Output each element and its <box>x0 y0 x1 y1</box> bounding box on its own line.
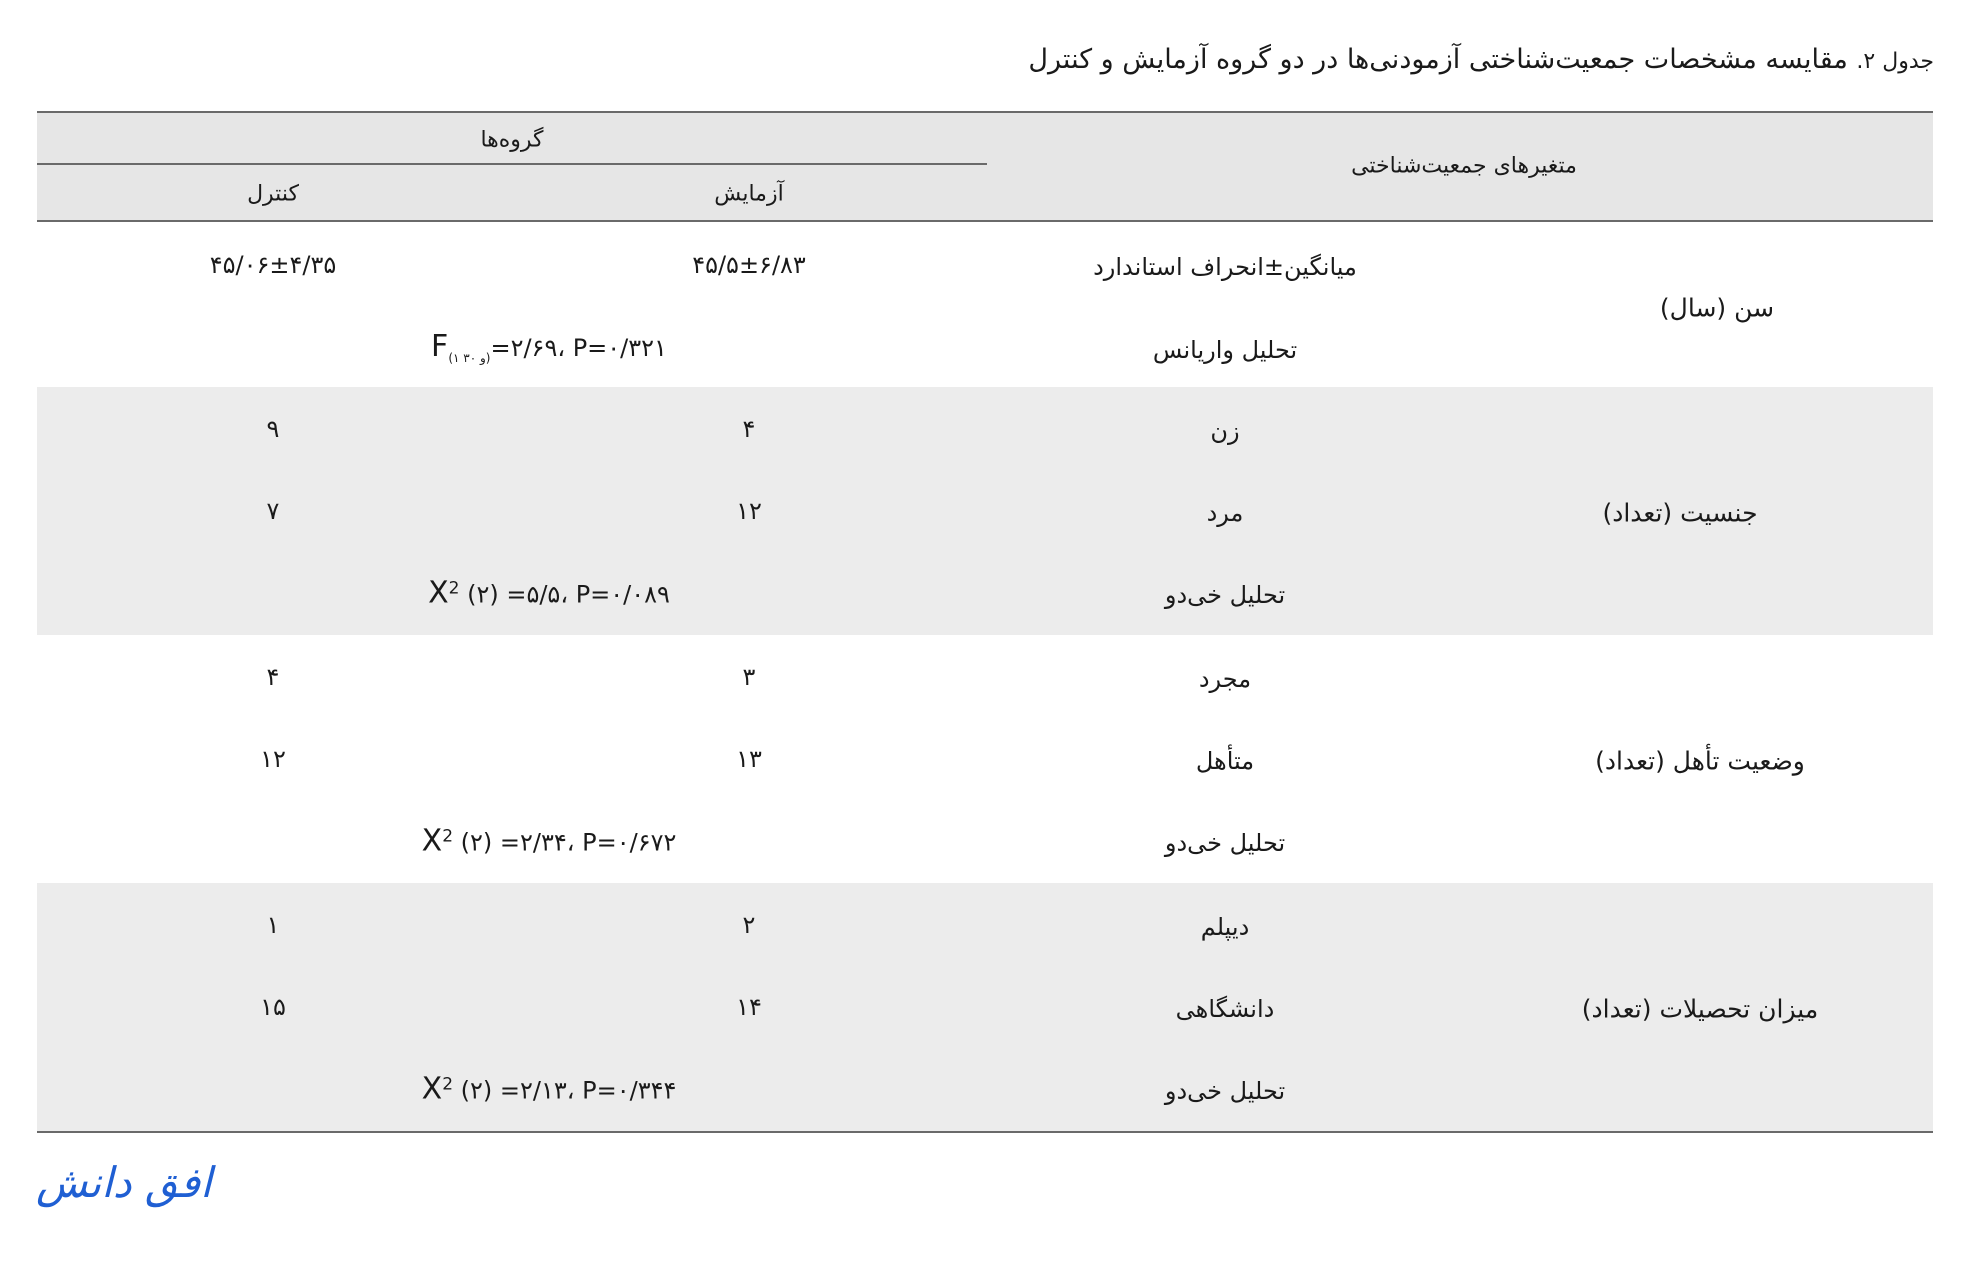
row-label: دیپلم <box>1200 913 1250 941</box>
variable-name: سن (سال) <box>1659 293 1775 323</box>
control-value: ۹ <box>266 415 280 443</box>
experiment-value: ۴۵/۵±۶/۸۳ <box>692 251 806 279</box>
test-result <box>428 576 670 611</box>
experiment-value: ۱۲ <box>736 497 762 525</box>
section-gender <box>37 387 1933 635</box>
control-value: ۷ <box>266 497 280 525</box>
test-result <box>422 824 677 859</box>
row-label: مرد <box>1206 499 1244 527</box>
row-label: میانگین±انحراف استاندارد <box>1093 253 1357 281</box>
table-caption <box>1028 44 1934 75</box>
control-value: ۱۲ <box>260 745 286 773</box>
test-sup: 2 <box>442 826 454 847</box>
test-p: ، P=۰/۰۸۹ <box>560 580 670 609</box>
variable-name: میزان تحصیلات (تعداد) <box>1581 994 1819 1024</box>
journal-logo: افق دانش <box>36 1158 212 1207</box>
control-value: ۴ <box>266 663 280 691</box>
header-groups: گروه‌ها <box>480 127 544 153</box>
test-p: ، P=۰/۳۴۴ <box>566 1076 677 1105</box>
test-symbol: X <box>428 575 449 611</box>
row-label: مجرد <box>1198 665 1252 693</box>
test-value: =۲/۳۴ <box>499 828 567 857</box>
test-label: تحلیل خی‌دو <box>1164 1077 1286 1105</box>
table-header <box>37 111 1933 222</box>
test-value: =۵/۵ <box>506 580 561 609</box>
header-control: کنترل <box>247 181 299 207</box>
test-p: ، P=۰/۳۲۱ <box>557 334 667 363</box>
experiment-value: ۱۴ <box>736 993 762 1021</box>
test-label: تحلیل خی‌دو <box>1164 829 1286 857</box>
test-df: (۲) <box>459 580 507 609</box>
control-value: ۴۵/۰۶±۴/۳۵ <box>209 251 337 279</box>
row-label: متأهل <box>1195 747 1255 775</box>
test-label: تحلیل واریانس <box>1152 336 1298 364</box>
control-value: ۱۵ <box>260 993 286 1021</box>
experiment-value: ۴ <box>742 415 756 443</box>
caption-label: جدول ۲. <box>1856 49 1934 74</box>
test-df: (۲) <box>453 828 500 857</box>
test-value: =۲/۱۳ <box>499 1076 567 1105</box>
control-value: ۱ <box>266 911 280 939</box>
header-variables: متغیرهای جمعیت‌شناختی <box>1351 153 1577 179</box>
test-result <box>422 1072 677 1107</box>
experiment-value: ۲ <box>742 911 756 939</box>
test-result <box>431 329 667 365</box>
variable-name: وضعیت تأهل (تعداد) <box>1595 746 1805 776</box>
row-label: دانشگاهی <box>1175 995 1275 1023</box>
experiment-value: ۳ <box>742 663 756 691</box>
caption-text: مقایسه مشخصات جمعیت‌شناختی آزمودنی‌ها در دو گروه آزمایش و کنترل <box>1028 44 1848 75</box>
test-symbol: X <box>421 823 443 859</box>
test-df: (۲) <box>453 1076 500 1105</box>
test-sup: 2 <box>448 578 460 599</box>
test-value: =۲/۶۹ <box>490 334 558 363</box>
section-marital-status <box>37 635 1933 883</box>
test-p: ، P=۰/۶۷۲ <box>566 828 677 857</box>
demographics-table <box>37 111 1933 1133</box>
test-label: تحلیل خی‌دو <box>1164 581 1286 609</box>
variable-name: جنسیت (تعداد) <box>1602 498 1758 528</box>
test-df: (۱ و ۳۰) <box>448 350 491 365</box>
header-groups-rule <box>37 163 987 165</box>
experiment-value: ۱۳ <box>736 745 762 773</box>
section-education <box>37 883 1933 1133</box>
header-experiment: آزمایش <box>714 181 784 207</box>
test-sup: 2 <box>442 1074 454 1095</box>
test-symbol: F <box>431 329 449 365</box>
row-label: زن <box>1210 417 1240 445</box>
test-symbol: X <box>421 1071 443 1107</box>
section-age <box>37 222 1933 387</box>
